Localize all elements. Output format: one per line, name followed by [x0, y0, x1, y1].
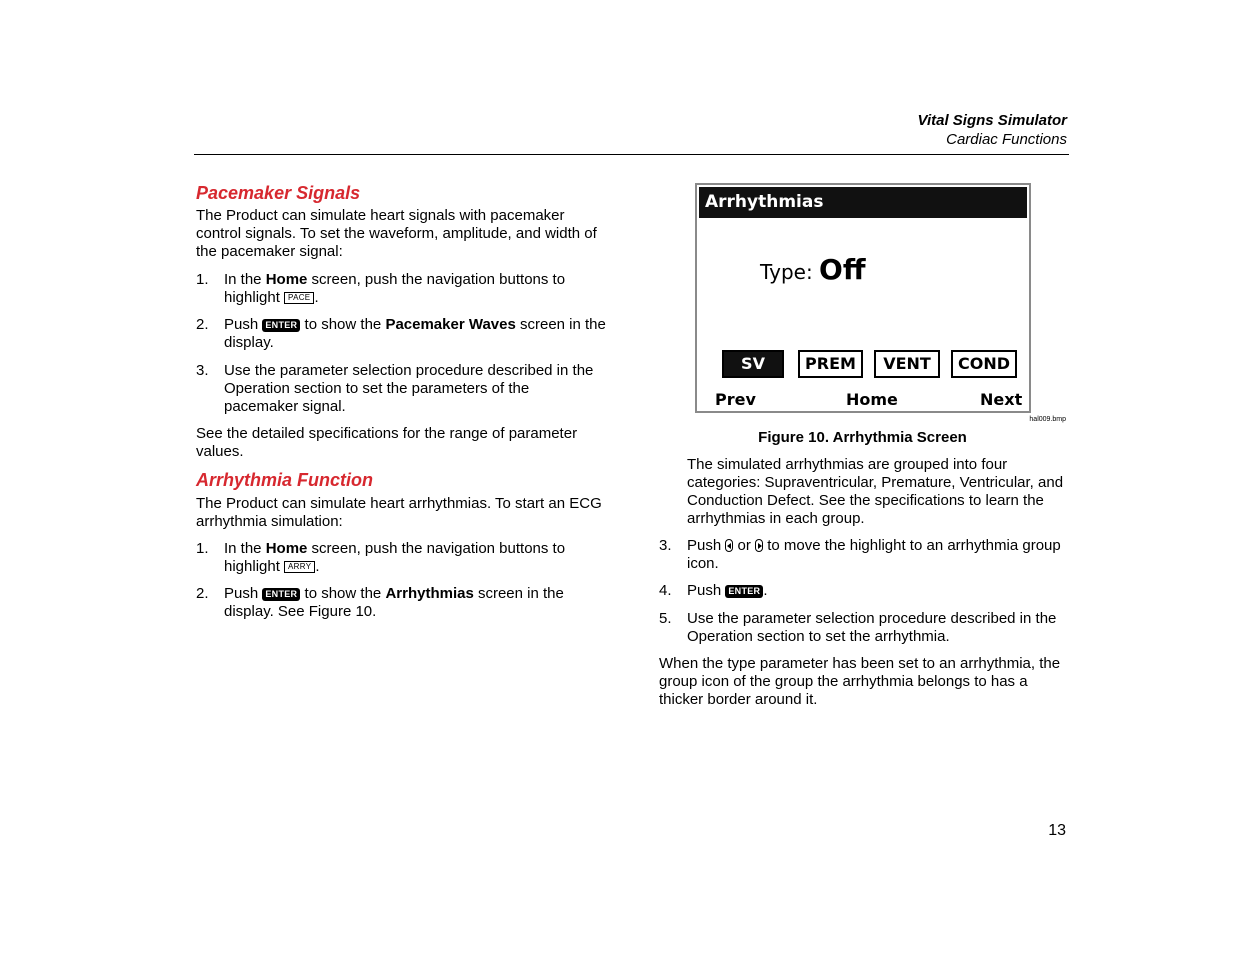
- running-header-title: Vital Signs Simulator: [917, 112, 1067, 129]
- arrhythmia-intro: The Product can simulate heart arrhythmias. To start an ECG arrhythmia simulation:: [196, 495, 602, 530]
- prem-group-button: PREM: [798, 350, 863, 378]
- running-header-subtitle: Cardiac Functions: [946, 131, 1067, 148]
- left-arrow-key-icon: [725, 539, 733, 552]
- figure-filename: hal009.bmp: [1029, 416, 1066, 423]
- softkey-prev: Prev: [715, 390, 756, 409]
- sv-group-button: SV: [722, 350, 784, 378]
- arrhythmia-step-3: 3. Push or to move the highlight to an arrhythmia group icon.: [659, 537, 1061, 572]
- right-arrow-key-icon: [755, 539, 763, 552]
- softkey-next: Next: [980, 390, 1023, 409]
- arrhythmia-step-2: 2. Push ENTER to show the Arrhythmias screen in the display. See Figure 10.: [196, 585, 564, 620]
- arrhythmia-device-screen: [695, 183, 1031, 413]
- arrhythmia-step-5: 5. Use the parameter selection procedure described in the Operation section to set the arrhythmia.: [659, 610, 1057, 645]
- arrhythmia-heading: Arrhythmia Function: [196, 470, 374, 490]
- enter-key-icon: ENTER: [262, 588, 300, 601]
- pacemaker-intro: The Product can simulate heart signals with pacemaker control signals. To set the waveform, amplitude, and width of the pacemaker signal:: [196, 207, 597, 260]
- pacemaker-step-3: 3. Use the parameter selection procedure described in the Operation section to set the parameters of the pacemaker signal.: [196, 362, 594, 415]
- arrhythmia-step-1: 1. In the Home screen, push the navigation buttons to highlight ARRY .: [196, 540, 566, 575]
- vent-group-button: VENT: [874, 350, 940, 378]
- pace-softkey-icon: PACE: [284, 292, 314, 304]
- screen-title: Arrhythmias: [699, 187, 1027, 218]
- arrhythmia-step-4: 4. Push ENTER .: [659, 582, 768, 599]
- thicker-border-paragraph: When the type parameter has been set to an arrhythmia, the group icon of the group the arrhythmia belongs to has a thicker border around it.: [659, 655, 1061, 708]
- pacemaker-heading: Pacemaker Signals: [196, 183, 361, 203]
- cond-group-button: COND: [951, 350, 1017, 378]
- pacemaker-step-1: 1. In the Home screen, push the navigation buttons to highlight PACE .: [196, 271, 566, 306]
- pacemaker-step-2: 2. Push ENTER to show the Pacemaker Waves screen in the display.: [196, 316, 606, 351]
- screen-type-value: Off: [819, 253, 866, 286]
- page-number: 13: [1048, 822, 1066, 839]
- arrhythmia-groups-paragraph: The simulated arrhythmias are grouped into four categories: Supraventricular, Premature, Ventricular, and Conduction Defect. See the specifications to learn the arrhythmias in each group.: [687, 456, 1064, 527]
- softkey-home: Home: [846, 390, 898, 409]
- enter-key-icon: ENTER: [262, 319, 300, 332]
- arry-softkey-icon: ARRY: [284, 561, 315, 573]
- screen-type-field: Type: Off: [760, 253, 866, 286]
- header-rule: [194, 154, 1069, 155]
- pacemaker-outro: See the detailed specifications for the range of parameter values.: [196, 425, 578, 460]
- figure-caption: Figure 10. Arrhythmia Screen: [758, 429, 967, 446]
- enter-key-icon: ENTER: [725, 585, 763, 598]
